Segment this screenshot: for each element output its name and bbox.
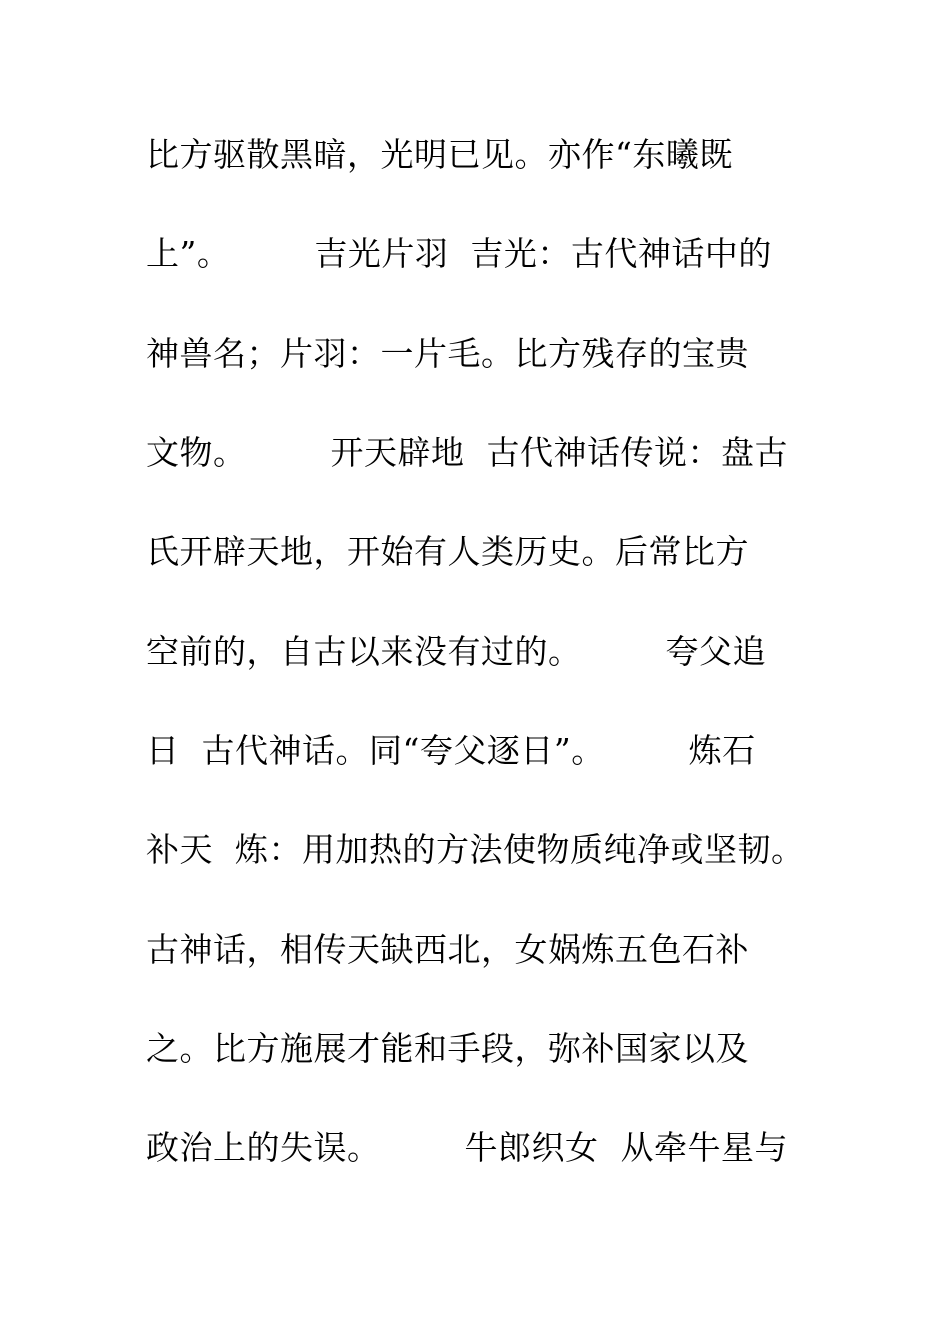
text-line-10: 之。比方施展才能和手段，弥补国家以及 — [146, 1029, 749, 1068]
text-line-11: 政治上的失误。 牛郎织女 从牵牛星与 — [146, 1128, 788, 1167]
text-line-7: 日 古代神话。同“夸父逐日”。 炼石 — [146, 731, 756, 770]
text-line-5: 氏开辟天地，开始有人类历史。后常比方 — [146, 532, 749, 571]
text-line-4: 文物。 开天辟地 古代神话传说：盘古 — [146, 433, 788, 472]
text-line-9: 古神话，相传天缺西北，女娲炼五色石补 — [146, 930, 749, 969]
text-line-6: 空前的，自古以来没有过的。 夸父追 — [146, 632, 766, 671]
text-line-3: 神兽名；片羽：一片毛。比方残存的宝贵 — [146, 334, 749, 373]
text-line-8: 补天 炼：用加热的方法使物质纯净或坚韧。 — [146, 830, 805, 869]
text-line-2: 上”。 吉光片羽 吉光：古代神话中的 — [146, 234, 772, 273]
text-line-1: 比方驱散黑暗，光明已见。亦作“东曦既 — [146, 135, 733, 174]
